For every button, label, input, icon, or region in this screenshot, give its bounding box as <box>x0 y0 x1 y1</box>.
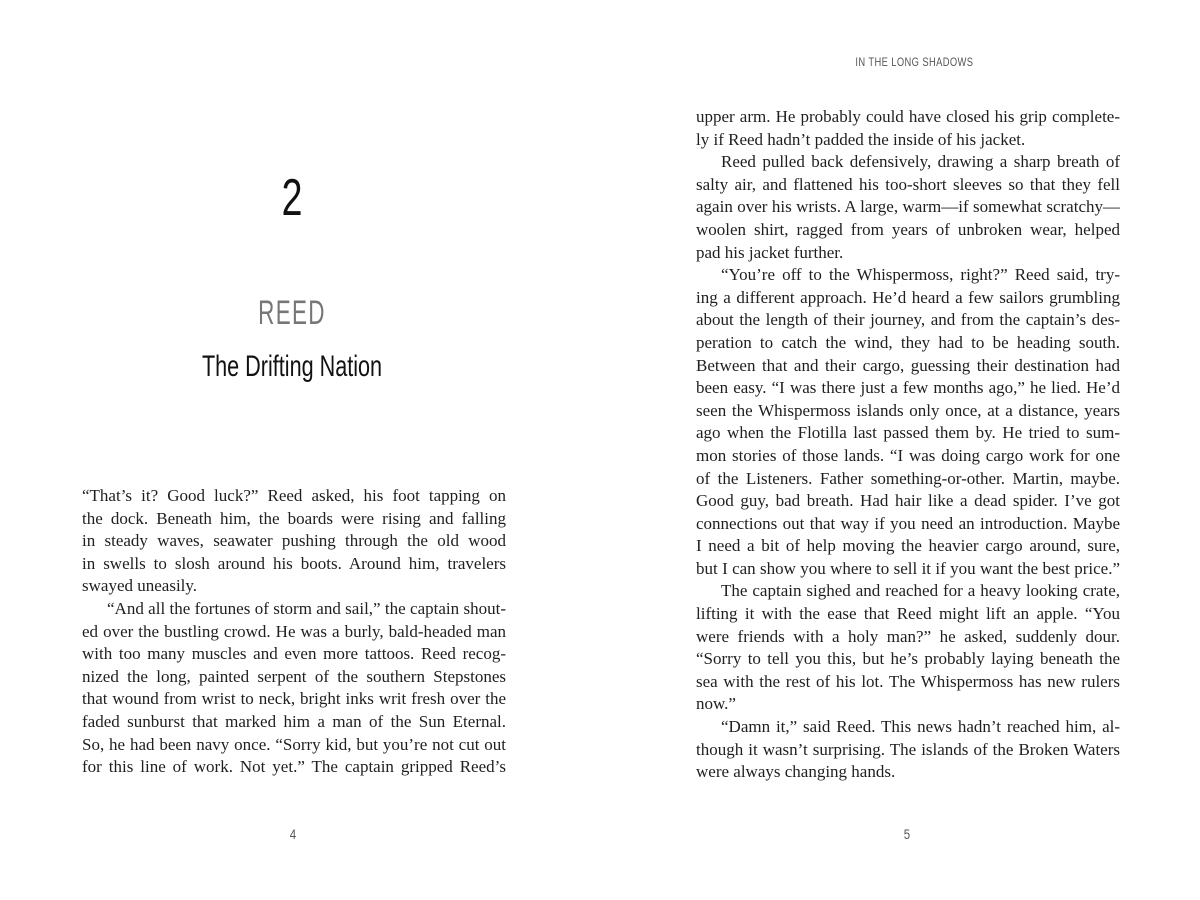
text-line: nized the long, painted serpent of the southern Stepstones <box>82 666 506 686</box>
text-line: connections out that way if you need an introduction. Maybe <box>696 513 1120 533</box>
text-line: sea with the rest of his lot. The Whispermoss has new rulers <box>696 671 1120 691</box>
running-head: IN THE LONG SHADOWS <box>855 55 974 69</box>
text-line: in steady waves, seawater pushing through the old wood <box>82 531 506 551</box>
text-line: upper arm. He probably could have closed his grip complete- <box>696 107 1120 126</box>
text-line: been easy. “I was there just a few months ago,” he lied. He’d <box>696 378 1120 398</box>
text-line: that wound from wrist to neck, bright inks writ fresh over the <box>82 689 506 709</box>
text-line: The captain sighed and reached for a heavy looking crate, <box>721 581 1120 601</box>
text-line: mon stories of those lands. “I was doing cargo work for one <box>696 445 1120 465</box>
chapter-number: 2 <box>281 169 303 227</box>
text-line: Reed pulled back defensively, drawing a sharp breath of <box>721 152 1120 172</box>
text-line: about the length of their journey, and from the captain’s des- <box>696 310 1120 330</box>
text-line: of the Listeners. Father something-or-other. Martin, maybe. <box>696 468 1120 488</box>
text-line: Between that and their cargo, guessing their destination had <box>696 355 1120 375</box>
text-line: again over his wrists. A large, warm—if somewhat scratchy— <box>696 197 1120 217</box>
text-line: “That’s it? Good luck?” Reed asked, his foot tapping on <box>82 486 506 505</box>
right-body-text <box>696 106 1120 784</box>
text-line: woolen shirt, ragged from years of unbroken wear, helped <box>696 219 1120 239</box>
text-line: Good guy, bad breath. Had hair like a dead spider. I’ve got <box>696 491 1120 511</box>
text-line: “Damn it,” said Reed. This news hadn’t reached him, al- <box>721 717 1120 737</box>
text-line: but I can show you where to sell it if you want the best price.” <box>696 558 1120 578</box>
text-line: “Sorry to tell you this, but he’s probably laying beneath the <box>696 649 1120 669</box>
text-line: were friends with a holy man?” he asked, suddenly dour. <box>696 626 1120 646</box>
text-line: seen the Whispermoss islands only once, at a distance, years <box>696 400 1120 420</box>
left-body-text <box>82 485 506 779</box>
text-line: “And all the fortunes of storm and sail,” the captain shout- <box>107 598 506 618</box>
text-line: ly if Reed hadn’t padded the inside of his jacket. <box>696 129 1026 149</box>
text-line: lifting it with the ease that Reed might lift an apple. “You <box>696 604 1120 624</box>
text-line: in swells to slosh around his boots. Around him, travelers <box>82 553 506 573</box>
text-line: So, he had been navy once. “Sorry kid, but you’re not cut out <box>82 734 506 754</box>
text-line: swayed uneasily. <box>82 576 198 596</box>
text-line: the dock. Beneath him, the boards were rising and falling <box>82 508 506 528</box>
right-page <box>600 0 1200 900</box>
chapter-subtitle: The Drifting Nation <box>201 350 383 383</box>
text-line: with too many muscles and even more tattoos. Reed recog- <box>82 644 506 664</box>
page-number: 4 <box>289 826 297 842</box>
text-line: though it wasn’t surprising. The islands of the Broken Waters <box>696 739 1120 759</box>
page-number: 5 <box>903 826 911 842</box>
text-line: ago when the Flotilla last passed them by. He tried to sum- <box>696 423 1120 443</box>
text-line: pad his jacket further. <box>696 242 844 262</box>
text-line: were always changing hands. <box>696 762 896 782</box>
text-line: ing a different approach. He’d heard a few sailors grumbling <box>696 287 1120 307</box>
text-line: for this line of work. Not yet.” The captain gripped Reed’s <box>82 757 506 777</box>
text-line: faded sunburst that marked him a man of the Sun Eternal. <box>82 711 506 731</box>
chapter-character-name: REED <box>258 294 326 332</box>
text-line: ed over the bustling crowd. He was a burly, bald-headed man <box>82 621 506 641</box>
text-line: “You’re off to the Whispermoss, right?” Reed said, try- <box>721 265 1120 285</box>
text-line: I need a bit of help moving the heavier cargo around, sure, <box>696 536 1120 556</box>
text-line: now.” <box>696 694 736 714</box>
text-line: salty air, and flattened his too-short sleeves so that they fell <box>696 174 1120 194</box>
text-line: peration to catch the wind, they had to be heading south. <box>696 332 1120 352</box>
